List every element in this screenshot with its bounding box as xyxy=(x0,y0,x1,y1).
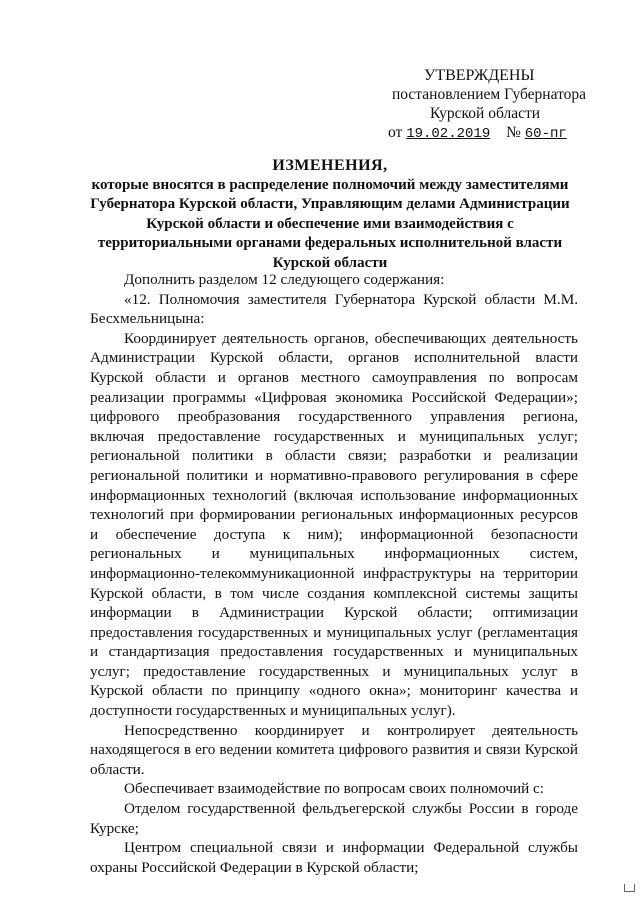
title-line: территориальными органами федеральных исполнительной власти xyxy=(97,235,563,251)
corner-mark xyxy=(624,884,635,892)
paragraph-section-header: «12. Полномочия заместителя Губернатора Курской области М.М. Бесхмельницына: xyxy=(90,290,578,328)
paragraph-courier-service: Отделом государственной фельдъегерской службы России в городе Курске; xyxy=(90,800,578,837)
title-line: которые вносятся в распределение полномочий между заместителями xyxy=(91,176,569,193)
from-label: от xyxy=(388,124,403,141)
paragraph-intro: Дополнить разделом 12 следующего содержания: xyxy=(124,271,445,288)
document-body xyxy=(90,270,578,877)
approval-heading: УТВЕРЖДЕНЫ xyxy=(424,67,535,84)
document-title xyxy=(80,156,580,273)
title-heading: ИЗМЕНЕНИЯ, xyxy=(272,157,388,174)
approval-resolution: постановлением Губернатора xyxy=(392,86,587,103)
paragraph-coordinates: Координирует деятельность органов, обеспечивающих деятельность Администрации Курской области, органов исполнительной власти Курской области и органов местного самоуправления по вопросам реализации программы «Цифровая экономика Российской Федерации»; цифрового преобразования государственного управления региона, включая предоставление государственных и муниципальных услуг; региональной политики в области связи; разработки и реализации региональной политики и нормативно-правового регулирования в сфере информационных технологий (включая использование информационных технологий при формировании региональных информационных ресурсов и обеспечение доступа к ним); информационной безопасности региональных и муниципальных информационных систем, информационно-телекоммуникационной инфраструктуры на территории Курской области, в том числе создания комплексной системы защиты информации в Администрации Курской области; оптимизации предоставления государственных и муниципальных услуг (регламентация и стандартизация предоставления государственных и муниципальных услуг; предоставление государственных и муниципальных услуг в Курской области по принципу «одного окна»; мониторинг качества и доступности государственных и муниципальных услуг). xyxy=(90,329,578,720)
approval-block xyxy=(378,66,598,144)
title-line: Курской области и обеспечение ими взаимодействия с xyxy=(146,215,514,232)
approval-date: 19.02.2019 xyxy=(406,126,491,142)
paragraph-special-communications: Центром специальной связи и информации Федеральной службы охраны Российской Федерации в Курской области; xyxy=(90,839,578,876)
approval-number: 60-пг xyxy=(524,126,567,142)
number-label: № xyxy=(506,124,521,141)
title-line: Курской области xyxy=(272,254,388,271)
paragraph-interaction: Обеспечивает взаимодействие по вопросам своих полномочий с: xyxy=(124,780,544,798)
title-line: Губернатора Курской области, Управляющим делами Администрации xyxy=(90,196,570,212)
approval-date-line xyxy=(378,123,598,144)
paragraph-controls: Непосредственно координирует и контролирует деятельность находящегося в его ведении комитета цифрового развития и связи Курской области. xyxy=(90,721,578,778)
approval-region: Курской области xyxy=(430,105,541,122)
